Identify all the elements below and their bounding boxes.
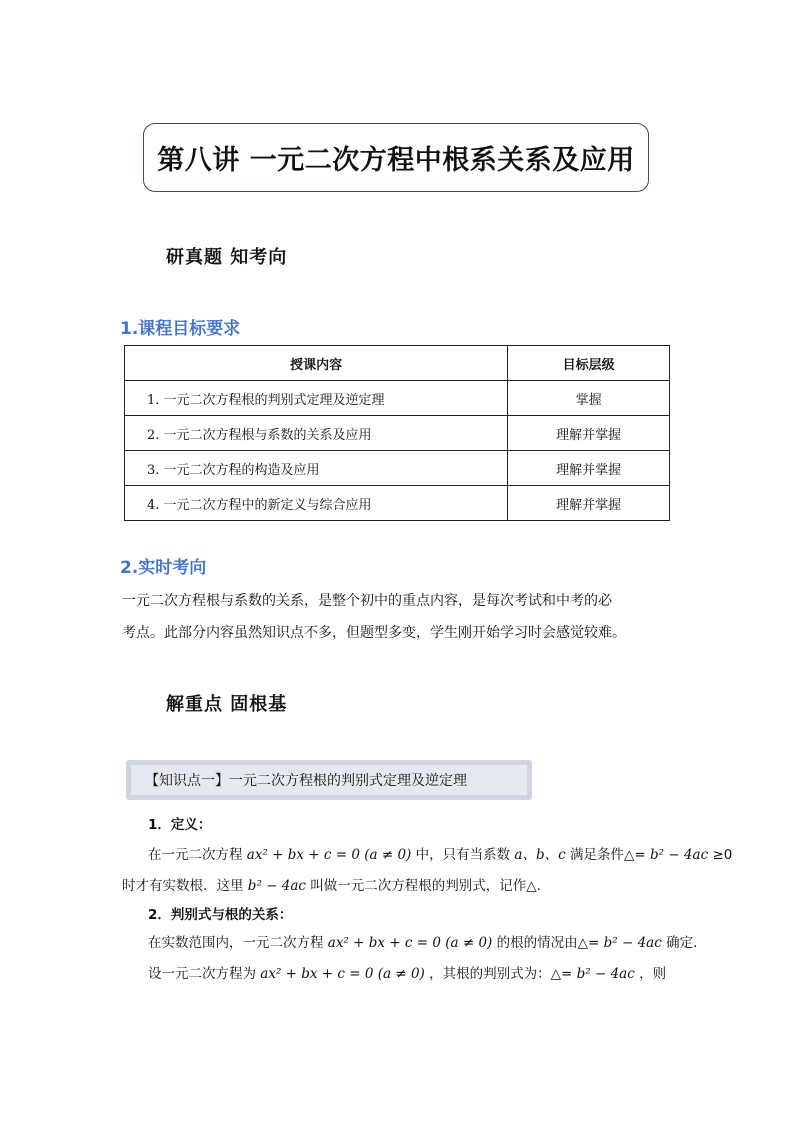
definition-text: 满足条件△= bbox=[569, 847, 646, 863]
definition-text: ≥0 bbox=[712, 847, 733, 863]
discriminant: b² − 4ac bbox=[649, 847, 709, 863]
equation: ax² + bx + c = 0 (a ≠ 0) bbox=[246, 847, 412, 863]
row-content: 1. 一元二次方程根的判别式定理及逆定理 bbox=[125, 381, 508, 416]
relation-line-2 bbox=[148, 962, 666, 982]
header-content: 授课内容 bbox=[125, 346, 508, 381]
relation-text: ，其根的判别式为：△= bbox=[429, 966, 573, 982]
knowledge-point-box bbox=[126, 760, 532, 800]
relation-text: 设一元二次方程为 bbox=[148, 966, 256, 982]
relation-text: 确定. bbox=[666, 935, 698, 951]
title-box bbox=[143, 123, 649, 192]
table-row bbox=[125, 381, 670, 416]
definition-text: 叫做一元二次方程根的判别式，记作△. bbox=[310, 878, 541, 894]
row-content: 3. 一元二次方程的构造及应用 bbox=[125, 451, 508, 486]
definition-text: 中，只有当系数 bbox=[415, 847, 511, 863]
trend-heading: 2.实时考向 bbox=[120, 558, 207, 578]
row-content: 4. 一元二次方程中的新定义与综合应用 bbox=[125, 486, 508, 521]
discriminant: b² − 4ac bbox=[247, 878, 306, 894]
equation: ax² + bx + c = 0 (a ≠ 0) bbox=[260, 966, 425, 982]
coefficients: a、b、c bbox=[514, 847, 566, 863]
definition-heading: 1．定义： bbox=[148, 817, 212, 833]
row-content: 2. 一元二次方程根与系数的关系及应用 bbox=[125, 416, 508, 451]
relation-heading: 2．判别式与根的关系： bbox=[148, 907, 293, 923]
row-level: 理解并掌握 bbox=[508, 486, 670, 521]
table-row bbox=[125, 416, 670, 451]
definition-line-2 bbox=[122, 874, 541, 894]
trend-line-2: 考点。此部分内容虽然知识点不多，但题型多变，学生刚开始学习时会感觉较难。 bbox=[122, 625, 626, 641]
relation-text: 的根的情况由△= bbox=[496, 935, 600, 951]
definition-line-1 bbox=[148, 843, 732, 863]
row-level: 理解并掌握 bbox=[508, 451, 670, 486]
page-title: 第八讲 一元二次方程中根系关系及应用 bbox=[157, 145, 635, 176]
definition-text: 时才有实数根．这里 bbox=[122, 878, 244, 894]
table-row bbox=[125, 486, 670, 521]
table-row bbox=[125, 451, 670, 486]
row-level: 理解并掌握 bbox=[508, 416, 670, 451]
section-heading-key-points: 解重点 固根基 bbox=[166, 694, 288, 715]
equation: ax² + bx + c = 0 (a ≠ 0) bbox=[327, 935, 493, 951]
goals-table-header-row bbox=[125, 346, 670, 381]
relation-line-1 bbox=[148, 931, 697, 951]
knowledge-point-label: 【知识点一】一元二次方程根的判别式定理及逆定理 bbox=[145, 773, 467, 789]
trend-line-1: 一元二次方程根与系数的关系，是整个初中的重点内容，是每次考试和中考的必 bbox=[122, 593, 612, 609]
goals-table bbox=[124, 345, 670, 521]
relation-text: 在实数范围内，一元二次方程 bbox=[148, 935, 324, 951]
definition-text: 在一元二次方程 bbox=[148, 847, 243, 863]
trend-paragraph bbox=[122, 585, 682, 649]
discriminant: b² − 4ac bbox=[603, 935, 662, 951]
goals-heading: 1.课程目标要求 bbox=[120, 319, 241, 339]
section-heading-research: 研真题 知考向 bbox=[166, 247, 288, 268]
relation-text: ，则 bbox=[639, 966, 667, 982]
discriminant: b² − 4ac bbox=[576, 966, 635, 982]
row-level: 掌握 bbox=[508, 381, 670, 416]
header-level: 目标层级 bbox=[508, 346, 670, 381]
